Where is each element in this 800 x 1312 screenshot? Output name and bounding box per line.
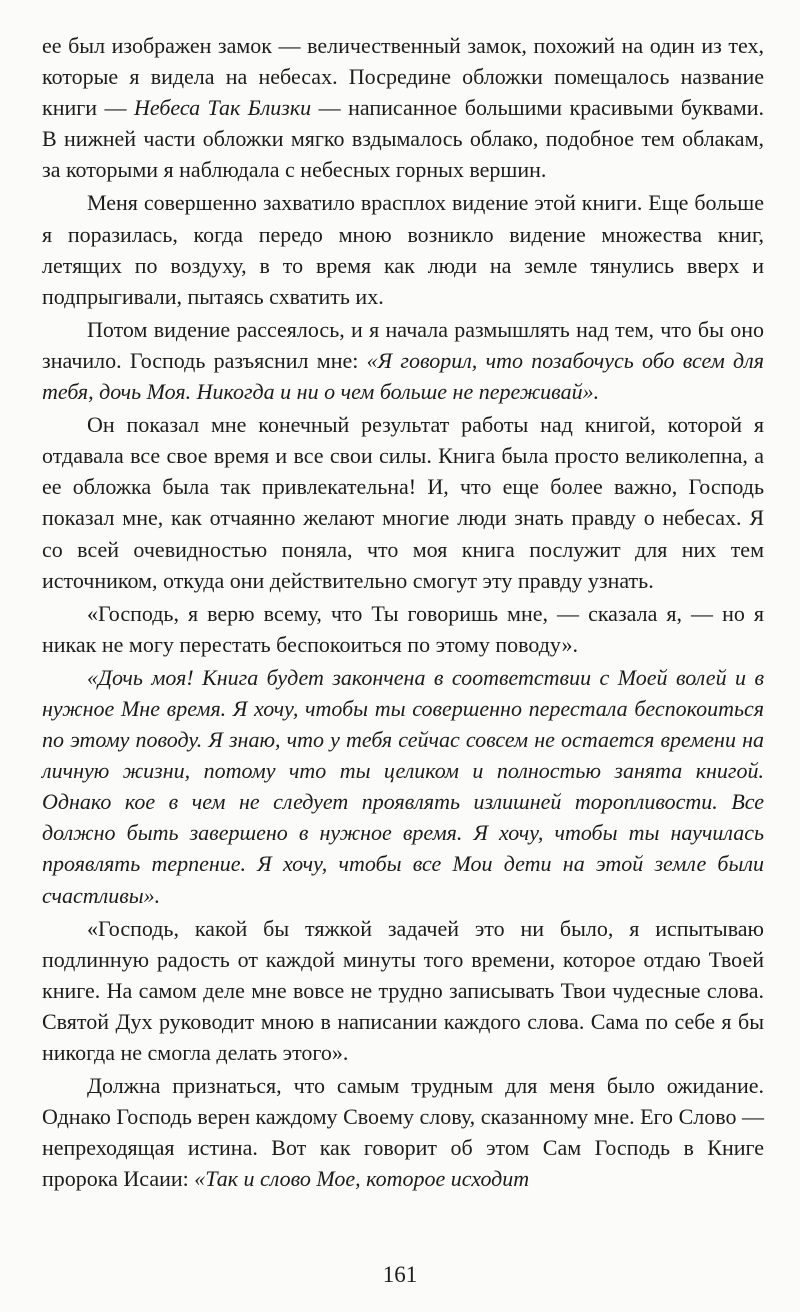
- italic-text: «Дочь моя! Книга будет закончена в соответствии с Моей волей и в нужное Мне время. Я хочу, чтобы ты совершенно перестала беспокоиться по этому поводу. Я знаю, что у тебя сейчас совсем не остается времени на личную жизни, потому что ты целиком и полностью занята книгой. Однако кое в чем не следует проявлять излишней торопливости. Все должно быть завершено в нужное время. Я хочу, чтобы ты научилась проявлять терпение. Я хочу, чтобы все Мои дети на этой земле были счастливы».: [42, 664, 764, 908]
- text-run: Меня совершенно захватило врасплох видение этой книги. Еще больше я поразилась, когда передо мною возникло видение множества книг, летящих по воздуху, в то время как люди на земле тянулись вверх и подпрыгивали, пытаясь схватить их.: [42, 190, 764, 309]
- page-number: 161: [382, 1262, 418, 1287]
- paragraph: [42, 187, 764, 311]
- paragraph: [42, 314, 764, 407]
- paragraph: [42, 913, 764, 1068]
- text-run: Потом видение рассеялось, и я начала размышлять над тем, что бы оно значило. Господь разъяснил мне:: [42, 316, 764, 373]
- text-run: — написанное большими красивыми буквами. В нижней части обложки мягко вздымалось облако, подобное тем облакам, за которыми я наблюдала с небесных горных вершин.: [42, 95, 764, 183]
- text-run: «Господь, я верю всему, что Ты говоришь мне, — сказала я, — но я никак не могу перестать беспокоиться по этому поводу».: [42, 600, 764, 657]
- paragraph: [42, 409, 764, 596]
- paragraph: [42, 598, 764, 660]
- text-run: Должна признаться, что самым трудным для меня было ожидание. Однако Господь верен каждому Своему слову, сказанному мне. Его Слово — непреходящая истина. Вот как говорит об этом Сам Господь в Книге пророка Исаии:: [42, 1073, 764, 1192]
- paragraph: [42, 662, 764, 911]
- paragraph: [42, 30, 764, 185]
- italic-text: «Так и слово Мое, которое исходит: [194, 1166, 530, 1192]
- text-run: «Господь, какой бы тяжкой задачей это ни было, я испытываю подлинную радость от каждой минуты того времени, которое отдаю Твоей книге. На самом деле мне вовсе не трудно записывать Твои чудесные слова. Святой Дух руководит мною в написании каждого слова. Сама по себе я бы никогда не смогла делать этого».: [42, 915, 764, 1065]
- italic-text: «Я говорил, что позабочусь обо всем для тебя, дочь Моя. Никогда и ни о чем больше не переживай».: [42, 347, 764, 405]
- italic-text: Небеса Так Близки: [133, 95, 312, 121]
- text-run: ее был изображен замок — величественный замок, похожий на один из тех, которые я видела на небесах. Посредине обложки помещалось название книги —: [42, 33, 764, 121]
- text-run: Он показал мне конечный результат работы над книгой, которой я отдавала все свое время и все свои силы. Книга была просто великолепна, а ее обложка была так привлекательна! И, что еще более важно, Господь показал мне, как отчаянно желают многие люди знать правду о небесах. Я со всей очевидностью поняла, что моя книга послужит для них тем источником, откуда они действительно смогут эту правду узнать.: [42, 412, 764, 593]
- body-text: [42, 30, 764, 1194]
- paragraph: [42, 1070, 764, 1194]
